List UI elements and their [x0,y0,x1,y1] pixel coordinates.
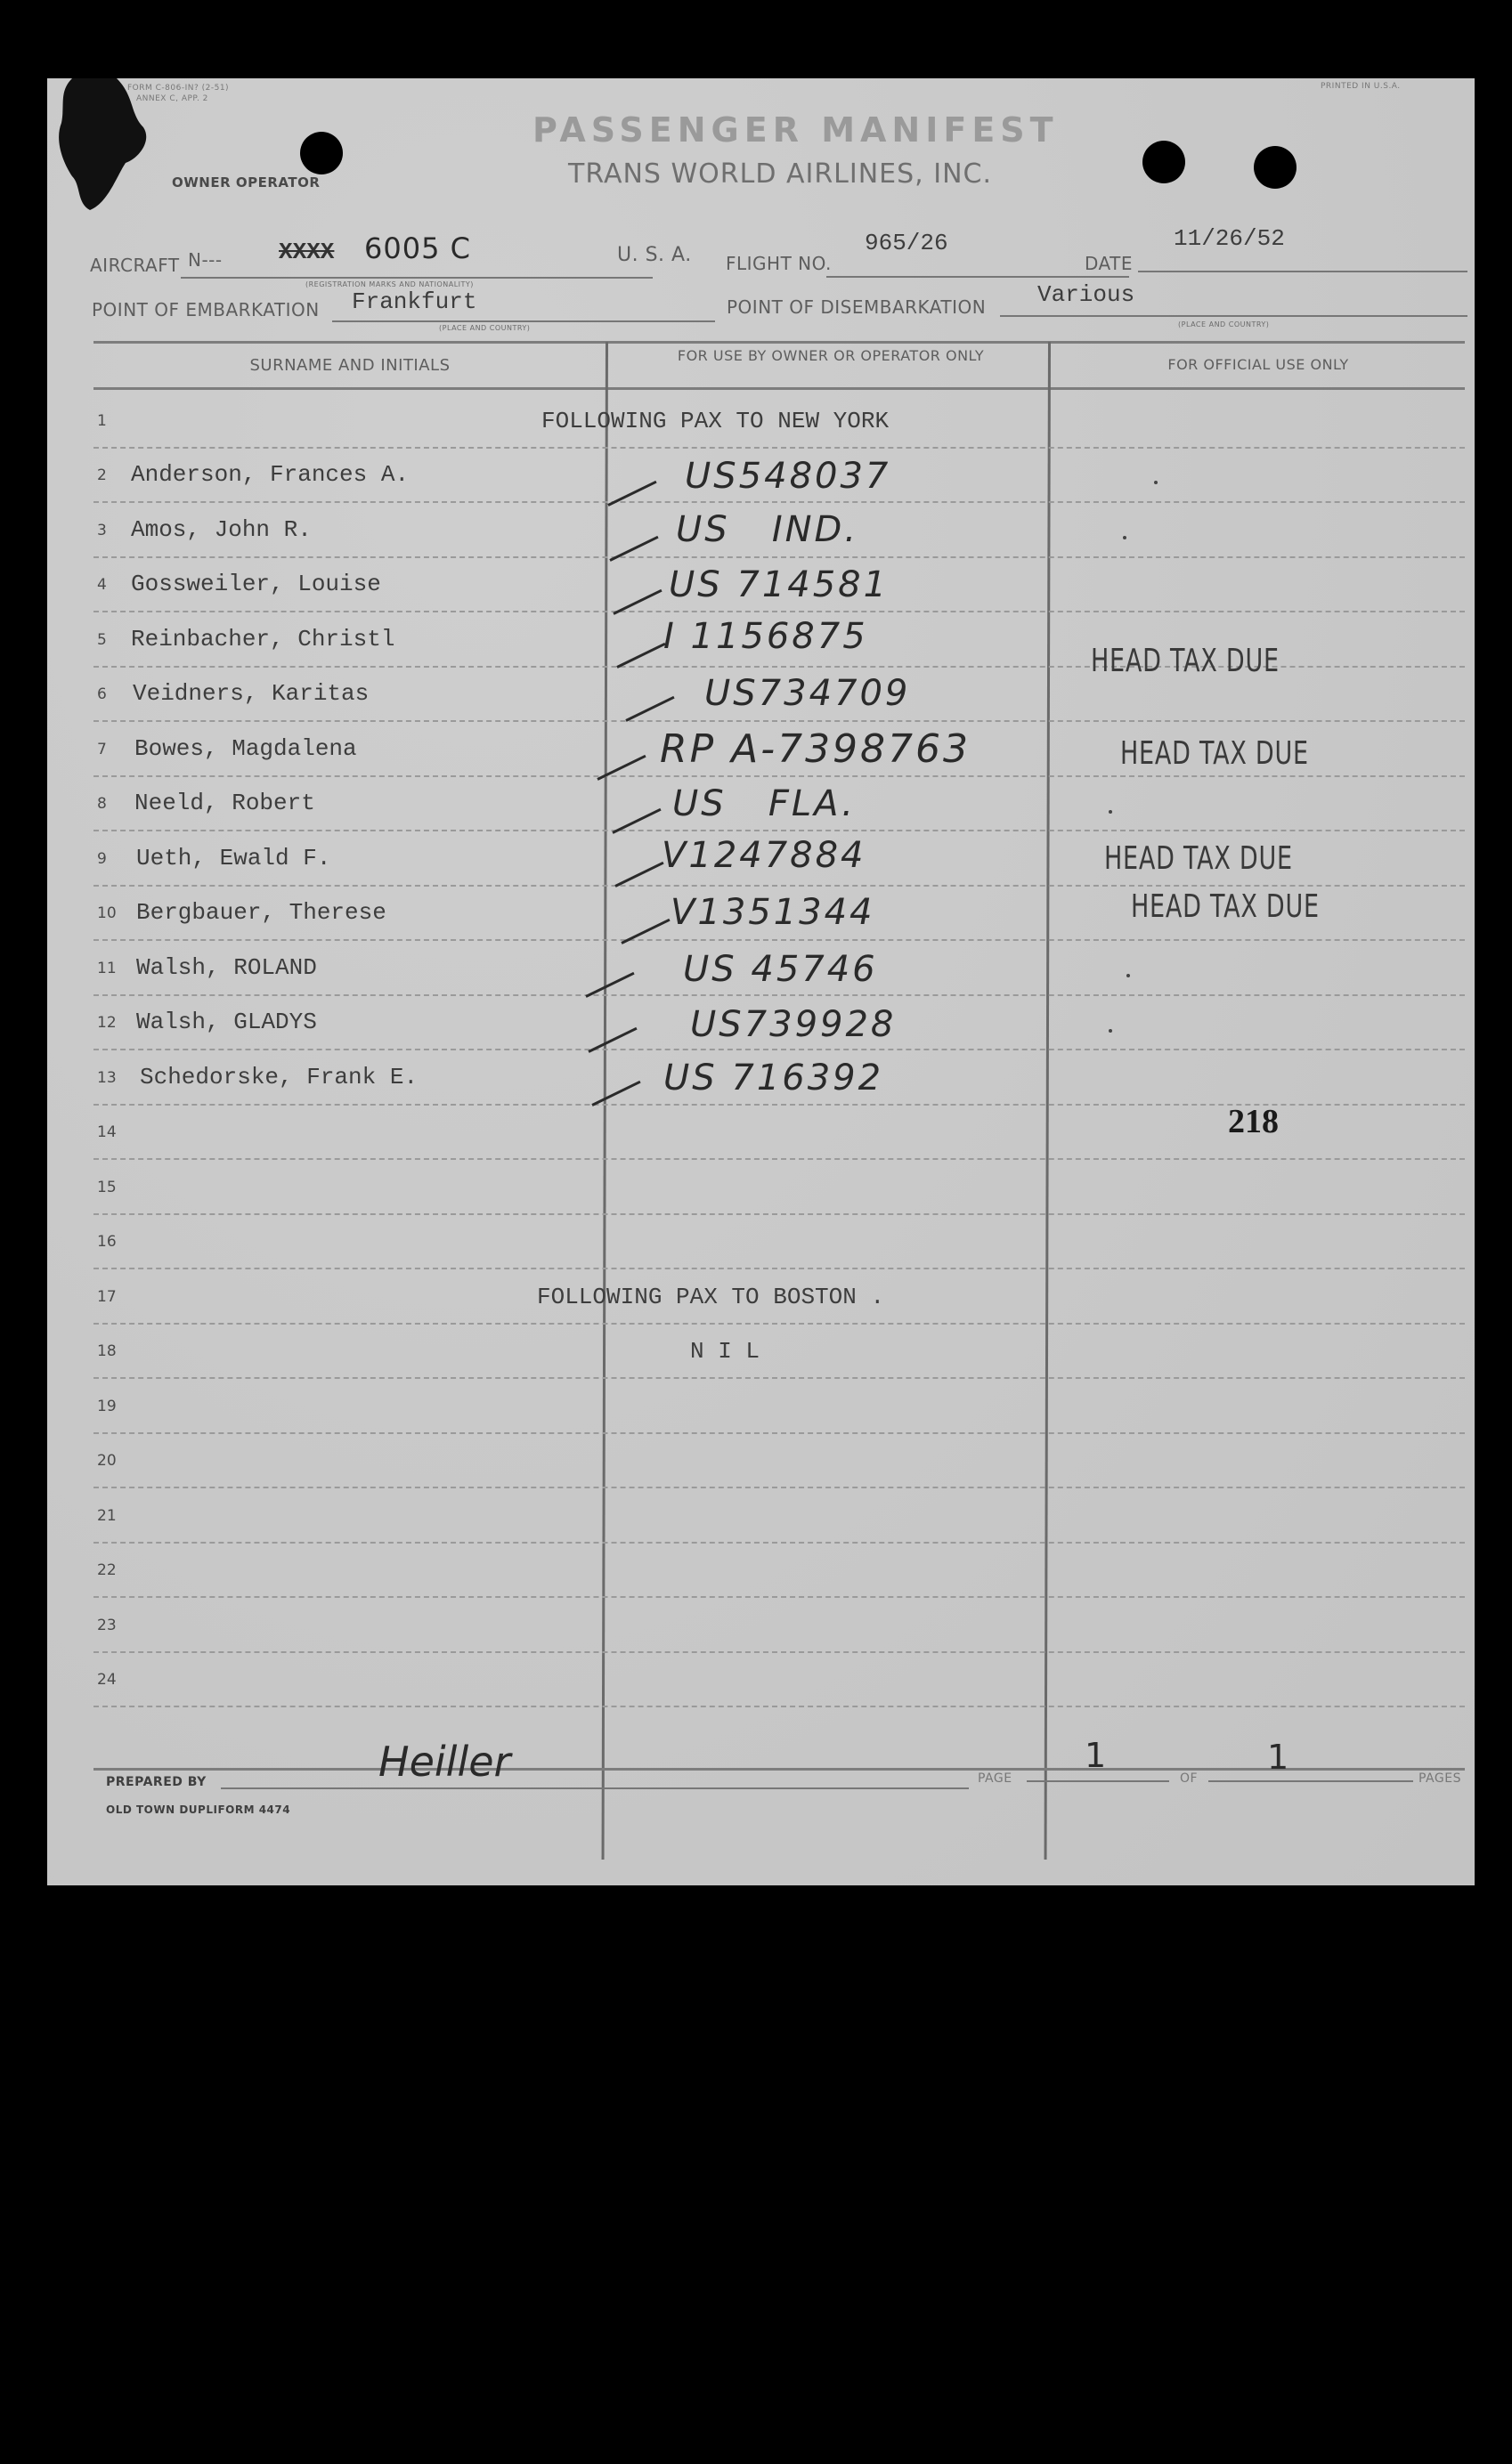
row-number: 12 [97,1014,117,1032]
section-heading-new-york: FOLLOWING PAX TO NEW YORK [541,408,890,434]
row-number: 5 [97,631,107,649]
row-separator [93,447,1465,449]
row-number: 8 [97,795,107,813]
row-separator [93,1432,1465,1434]
passenger-name: Schedorske, Frank E. [140,1064,419,1090]
row-number: 23 [97,1617,117,1634]
passenger-name: Bowes, Magdalena [134,735,357,762]
of-underline [1208,1780,1413,1782]
table-head-rule [93,387,1465,390]
date-label: DATE [1085,253,1134,274]
printer-imprint: OLD TOWN DUPLIFORM 4474 [106,1803,291,1816]
table-bottom-rule [93,1768,1465,1771]
punch-hole-right-1 [1142,141,1185,183]
row-number: 22 [97,1561,117,1579]
document-number: V1351344 [671,892,875,933]
passenger-name: Ueth, Ewald F. [136,845,331,871]
row-number: 20 [97,1452,117,1470]
column-header-owner-use: FOR USE BY OWNER OR OPERATOR ONLY [677,347,985,364]
row-number: 21 [97,1507,117,1525]
embarkation-underline [332,320,715,322]
mark-dot [1126,974,1130,977]
row-number: 4 [97,576,107,594]
row-number: 18 [97,1342,117,1360]
flight-number-label: FLIGHT NO. [726,253,832,274]
of-label: OF [1180,1771,1199,1786]
document-number: US 716392 [663,1058,884,1098]
column-header-surname: SURNAME AND INITIALS [249,356,451,375]
passenger-name: Walsh, ROLAND [136,954,317,981]
row-separator [93,1487,1465,1488]
row-number: 24 [97,1671,117,1689]
row-separator [93,1213,1465,1215]
passenger-name: Reinbacher, Christl [131,626,395,652]
embarkation-note: (PLACE AND COUNTRY) [439,324,531,332]
row-separator [93,1377,1465,1379]
head-tax-due-stamp: HEAD TAX DUE [1091,643,1280,679]
disembarkation-underline [1000,315,1467,317]
boston-nil: N I L [690,1338,760,1365]
row-separator [93,1596,1465,1598]
document-number: US734709 [704,673,911,714]
row-separator [93,501,1465,503]
head-tax-due-stamp: HEAD TAX DUE [1104,840,1293,877]
row-separator [93,556,1465,558]
row-separator [93,611,1465,612]
page-label: PAGE [978,1771,1012,1786]
passenger-name: Gossweiler, Louise [131,571,381,597]
row-number: 10 [97,904,117,922]
row-number: 15 [97,1179,117,1196]
of-value: 1 [1267,1738,1292,1777]
passenger-name: Veidners, Karitas [133,680,370,707]
company-name: TRANS WORLD AIRLINES, INC. [568,158,993,190]
row-separator [93,1049,1465,1050]
head-tax-due-stamp: HEAD TAX DUE [1120,735,1309,772]
passenger-name: Amos, John R. [131,516,312,543]
row-separator [93,994,1465,996]
passenger-name: Neeld, Robert [134,790,315,816]
row-separator [93,775,1465,777]
document-number: US 45746 [683,949,878,990]
disembarkation-note: (PLACE AND COUNTRY) [1178,320,1270,328]
row-number: 14 [97,1123,117,1141]
preparer-signature: Heiller [378,1738,511,1786]
official-number-218: 218 [1228,1103,1279,1140]
passenger-name: Anderson, Frances A. [131,461,410,488]
aircraft-value: 6005 C [364,231,471,265]
prepared-by-label: PREPARED BY [106,1775,207,1789]
passenger-name: Bergbauer, Therese [136,899,386,926]
row-separator [93,885,1465,887]
usa-label: U. S. A. [617,244,692,266]
form-code-1: FORM C-806-IN? (2-51) [127,84,230,93]
document-number: V1247884 [662,835,866,876]
page-value: 1 [1085,1736,1110,1775]
row-number: 19 [97,1398,117,1415]
punch-hole-left [300,132,343,174]
row-number: 1 [97,412,107,430]
flight-number-value: 965/26 [865,230,948,256]
section-heading-boston: FOLLOWING PAX TO BOSTON . [537,1284,885,1310]
check-mark [625,696,674,722]
row-separator [93,830,1465,831]
prepared-by-underline [221,1787,969,1789]
aircraft-underline [181,277,653,279]
registration-note: (REGISTRATION MARKS AND NATIONALITY) [305,280,474,288]
form-code-2: ANNEX C, APP. 2 [136,94,208,103]
pages-label: PAGES [1419,1771,1461,1786]
aircraft-prefix: N--- [188,249,223,271]
row-number: 6 [97,685,107,703]
embarkation-label: POINT OF EMBARKATION [92,299,320,320]
aircraft-struck: XXXX [279,239,335,265]
row-separator [93,1268,1465,1269]
row-separator [93,1158,1465,1160]
disembarkation-label: POINT OF DISEMBARKATION [727,296,987,318]
passenger-name: Walsh, GLADYS [136,1009,317,1035]
embarkation-value: Frankfurt [352,288,477,315]
document-number: US IND. [676,509,859,550]
aircraft-label: AIRCRAFT [90,255,180,276]
page-underline [1027,1780,1169,1782]
date-underline [1138,271,1467,272]
mark-dot [1123,536,1126,539]
mark-dot [1109,810,1112,814]
column-divider-2 [1045,342,1051,1860]
row-separator [93,1651,1465,1653]
flight-underline [826,276,1129,278]
row-number: 9 [97,850,107,868]
date-value: 11/26/52 [1174,225,1285,252]
row-separator [93,1706,1465,1707]
mark-dot [1154,481,1158,484]
manifest-sheet [47,78,1475,1885]
punch-hole-right-2 [1254,146,1297,189]
check-mark [616,643,665,669]
head-tax-due-stamp: HEAD TAX DUE [1131,888,1320,925]
row-separator [93,720,1465,722]
disembarkation-value: Various [1037,281,1135,308]
form-top-right: PRINTED IN U.S.A. [1321,82,1401,91]
owner-operator-label: OWNER OPERATOR [172,174,321,190]
document-title: PASSENGER MANIFEST [532,110,1059,150]
row-number: 3 [97,522,107,539]
row-separator [93,1542,1465,1544]
document-number: US548037 [685,456,891,497]
document-number: US 714581 [669,564,890,605]
row-number: 7 [97,741,107,758]
table-top-rule [93,341,1465,344]
mark-dot [1109,1029,1112,1033]
column-header-official-use: FOR OFFICIAL USE ONLY [1167,356,1349,373]
document-number: US739928 [690,1004,897,1045]
check-mark [614,862,663,888]
row-number: 11 [97,960,117,977]
row-number: 16 [97,1233,117,1251]
row-separator [93,1323,1465,1325]
document-number: RP A-7398763 [660,726,971,772]
row-number: 13 [97,1069,117,1087]
row-number: 2 [97,466,107,484]
document-number: US FLA. [672,783,856,824]
check-mark [591,1081,640,1106]
row-separator [93,939,1465,941]
row-number: 17 [97,1288,117,1306]
document-number: I 1156875 [663,616,868,657]
